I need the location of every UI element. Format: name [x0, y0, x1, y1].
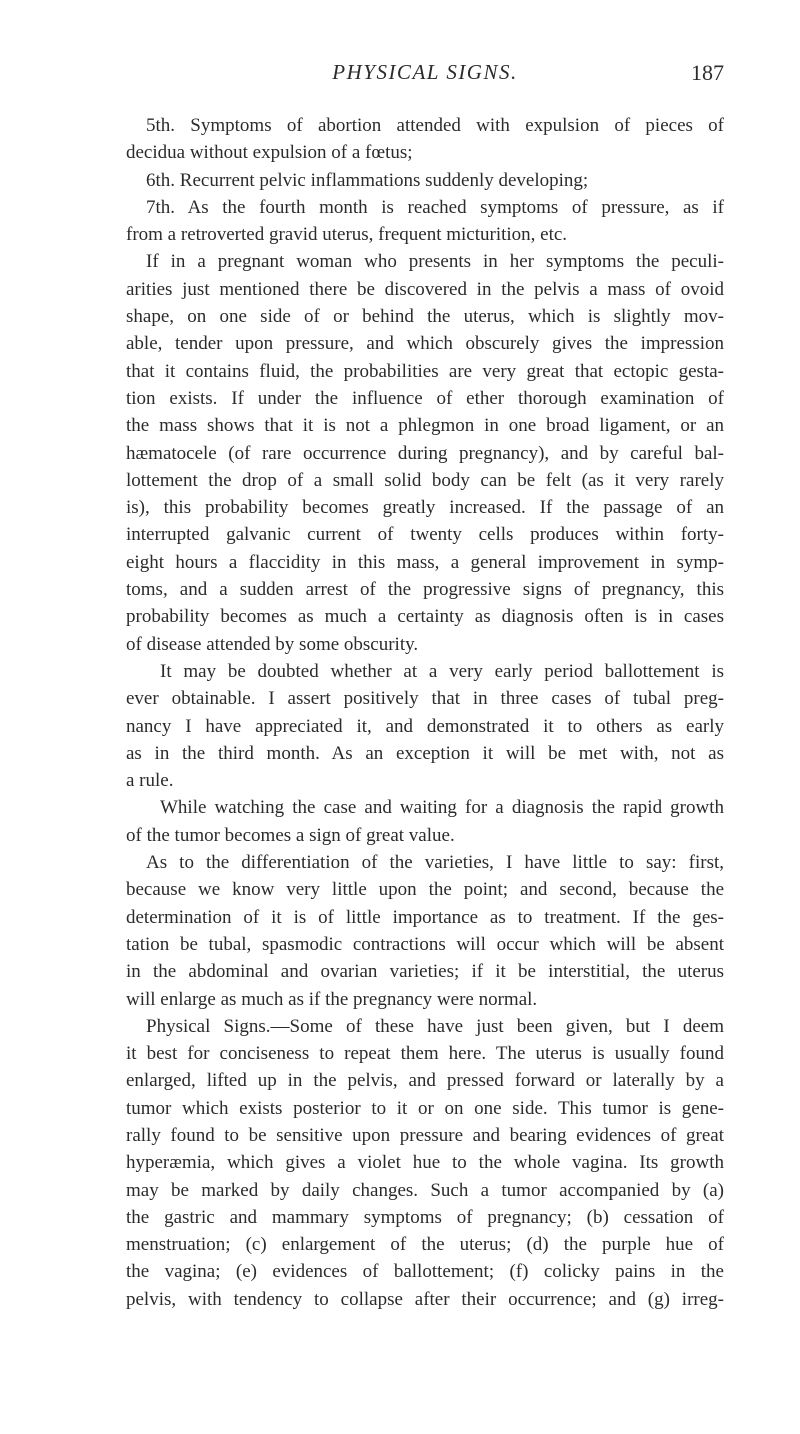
text-line: menstruation; (c) enlargement of the uterus; (d) the purple hue of: [126, 1234, 724, 1256]
text-line: it best for conciseness to repeat them here. The uterus is usually found: [126, 1043, 724, 1065]
text-line: It may be doubted whether at a very early period ballottement is: [160, 660, 724, 682]
text-line: ever obtainable. I assert positively that in three cases of tubal preg-: [126, 688, 724, 710]
text-line: tation be tubal, spasmodic contractions will occur which will be absent: [126, 933, 724, 955]
text-line: from a retroverted gravid uterus, frequent micturition, etc.: [126, 224, 568, 246]
text-line: Physical Signs.—Some of these have just been given, but I deem: [146, 1015, 724, 1037]
text-line: of the tumor becomes a sign of great value.: [126, 824, 455, 846]
body-text: [126, 112, 724, 1313]
text-line: pelvis, with tendency to collapse after their occurrence; and (g) irreg-: [126, 1288, 724, 1310]
text-line: the vagina; (e) evidences of ballottement; (f) colicky pains in the: [126, 1261, 724, 1283]
text-line: While watching the case and waiting for a diagnosis the rapid growth: [160, 797, 724, 819]
text-line: hyperæmia, which gives a violet hue to the whole vagina. Its growth: [126, 1152, 724, 1174]
page-number: 187: [691, 60, 724, 85]
text-line: rally found to be sensitive upon pressure and bearing evidences of great: [126, 1124, 724, 1146]
text-line: the gastric and mammary symptoms of pregnancy; (b) cessation of: [126, 1206, 724, 1228]
text-line: tumor which exists posterior to it or on one side. This tumor is gene-: [126, 1097, 724, 1119]
text-line: If in a pregnant woman who presents in her symptoms the peculi-: [146, 251, 724, 273]
text-line: of disease attended by some obscurity.: [126, 633, 419, 655]
running-head: [126, 60, 724, 100]
text-line: enlarged, lifted up in the pelvis, and pressed forward or laterally by a: [126, 1070, 724, 1092]
text-line: interrupted galvanic current of twenty cells produces within forty-: [126, 524, 724, 546]
text-line: probability becomes as much a certainty as diagnosis often is in cases: [126, 606, 724, 628]
running-title: PHYSICAL SIGNS.: [332, 60, 518, 84]
text-line: 7th. As the fourth month is reached symptoms of pressure, as if: [146, 196, 724, 218]
text-line: able, tender upon pressure, and which obscurely gives the impression: [126, 333, 724, 355]
text-line: 6th. Recurrent pelvic inflammations suddenly developing;: [146, 169, 589, 191]
text-line: nancy I have appreciated it, and demonstrated it to others as early: [126, 715, 724, 737]
text-line: because we know very little upon the point; and second, because the: [126, 879, 724, 901]
text-line: toms, and a sudden arrest of the progressive signs of pregnancy, this: [126, 579, 724, 601]
text-line: determination of it is of little importance as to treatment. If the ges-: [126, 906, 724, 928]
text-line: hæmatocele (of rare occurrence during pregnancy), and by careful bal-: [126, 442, 724, 464]
text-line: decidua without expulsion of a fœtus;: [126, 142, 413, 164]
text-line: may be marked by daily changes. Such a tumor accompanied by (a): [126, 1179, 724, 1201]
text-line: shape, on one side of or behind the uterus, which is slightly mov-: [126, 306, 724, 328]
text-line: 5th. Symptoms of abortion attended with expulsion of pieces of: [146, 115, 724, 136]
text-line: in the abdominal and ovarian varieties; if it be interstitial, the uterus: [126, 961, 724, 983]
text-line: lottement the drop of a small solid body can be felt (as it very rarely: [126, 469, 724, 491]
text-line: eight hours a flaccidity in this mass, a general improvement in symp-: [126, 551, 724, 573]
text-line: the mass shows that it is not a phlegmon in one broad ligament, or an: [126, 415, 724, 437]
text-line: arities just mentioned there be discovered in the pelvis a mass of ovoid: [126, 278, 724, 300]
text-line: As to the differentiation of the varieties, I have little to say: first,: [146, 852, 724, 874]
text-line: that it contains fluid, the probabilities are very great that ectopic gesta-: [126, 360, 724, 382]
text-line: tion exists. If under the influence of ether thorough examination of: [126, 387, 724, 409]
text-line: is), this probability becomes greatly increased. If the passage of an: [126, 497, 724, 519]
text-line: will enlarge as much as if the pregnancy were normal.: [126, 988, 538, 1010]
text-line: a rule.: [126, 770, 174, 792]
text-line: as in the third month. As an exception it will be met with, not as: [126, 742, 724, 764]
